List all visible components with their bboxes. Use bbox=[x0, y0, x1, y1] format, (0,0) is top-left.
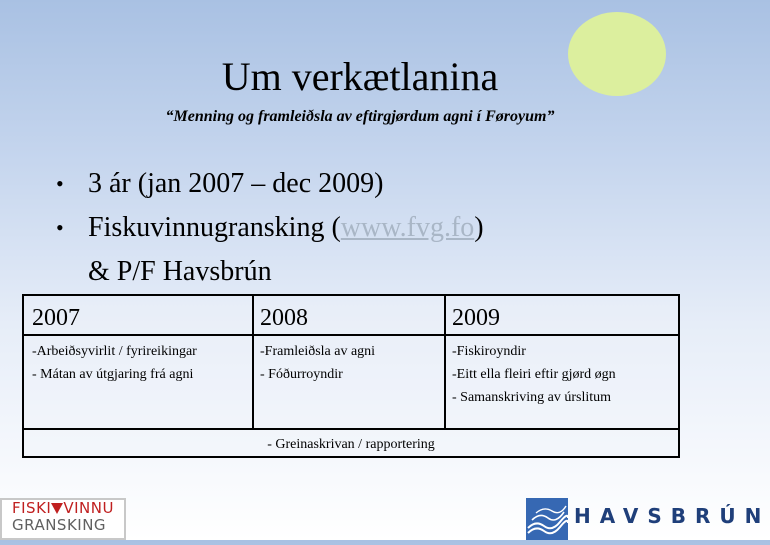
header-divider bbox=[24, 334, 678, 336]
triangle-icon bbox=[51, 503, 63, 514]
year-2008-header: 2008 bbox=[260, 305, 308, 331]
logo-left-top-b: VINNU bbox=[63, 499, 114, 517]
cell-2009 bbox=[452, 340, 616, 409]
logo-left-top-a: FISKI bbox=[12, 499, 52, 517]
cell-2007 bbox=[32, 340, 197, 386]
column-divider bbox=[252, 296, 254, 428]
slide-title: Um verkætlanina bbox=[221, 54, 499, 99]
footer-divider bbox=[24, 428, 678, 430]
bullet-duration bbox=[56, 162, 484, 206]
bullet-partners bbox=[56, 206, 484, 250]
logo-left-bottom: GRANSKING bbox=[12, 516, 107, 534]
havsbrun-wave-icon bbox=[526, 498, 568, 540]
cell-2007-line2: - Mátan av útgjaring frá agni bbox=[32, 367, 194, 382]
timeline-table bbox=[22, 294, 680, 458]
bullet-partners-continuation: & P/F Havsbrún bbox=[88, 256, 272, 287]
bullet-duration-text: 3 ár (jan 2007 – dec 2009) bbox=[88, 168, 384, 199]
cell-2007-line1: -Arbeiðsyvirlit / fyrireikingar bbox=[32, 344, 197, 359]
logo-left-top bbox=[12, 500, 124, 517]
cell-2009-line3: - Samanskriving av úrslitum bbox=[452, 390, 612, 405]
cell-2008-line1: -Framleiðsla av agni bbox=[260, 344, 376, 359]
column-divider bbox=[444, 296, 446, 428]
cell-2008 bbox=[260, 340, 375, 386]
bullet-partners-prefix: Fiskuvinnugransking ( bbox=[88, 212, 341, 243]
cell-2009-line2: -Eitt ella fleiri eftir gjørd øgn bbox=[452, 367, 616, 382]
havsbrun-wordmark: HAVSBRÚN bbox=[574, 504, 770, 528]
cell-2009-line1: -Fiskiroyndir bbox=[452, 344, 526, 359]
bullet-dot-icon: • bbox=[56, 215, 64, 240]
havsbrun-logo bbox=[526, 498, 770, 540]
bullet-partners-suffix: ) bbox=[474, 212, 484, 243]
bullet-dot-icon: • bbox=[56, 171, 64, 196]
bullet-list bbox=[56, 162, 484, 294]
fvg-link[interactable]: www.fvg.fo bbox=[340, 212, 475, 243]
year-2009-header: 2009 bbox=[452, 305, 500, 331]
year-2007-header: 2007 bbox=[32, 305, 80, 331]
bullet-partners-text bbox=[88, 206, 484, 250]
table-footer: - Greinaskrivan / rapportering bbox=[267, 437, 435, 452]
fiskivinnugransking-logo bbox=[0, 498, 126, 540]
cell-2008-line2: - Fóðurroyndir bbox=[260, 367, 343, 382]
slide-subtitle: “Menning og framleiðsla av eftirgjørdum agni í Føroyum” bbox=[165, 108, 555, 125]
